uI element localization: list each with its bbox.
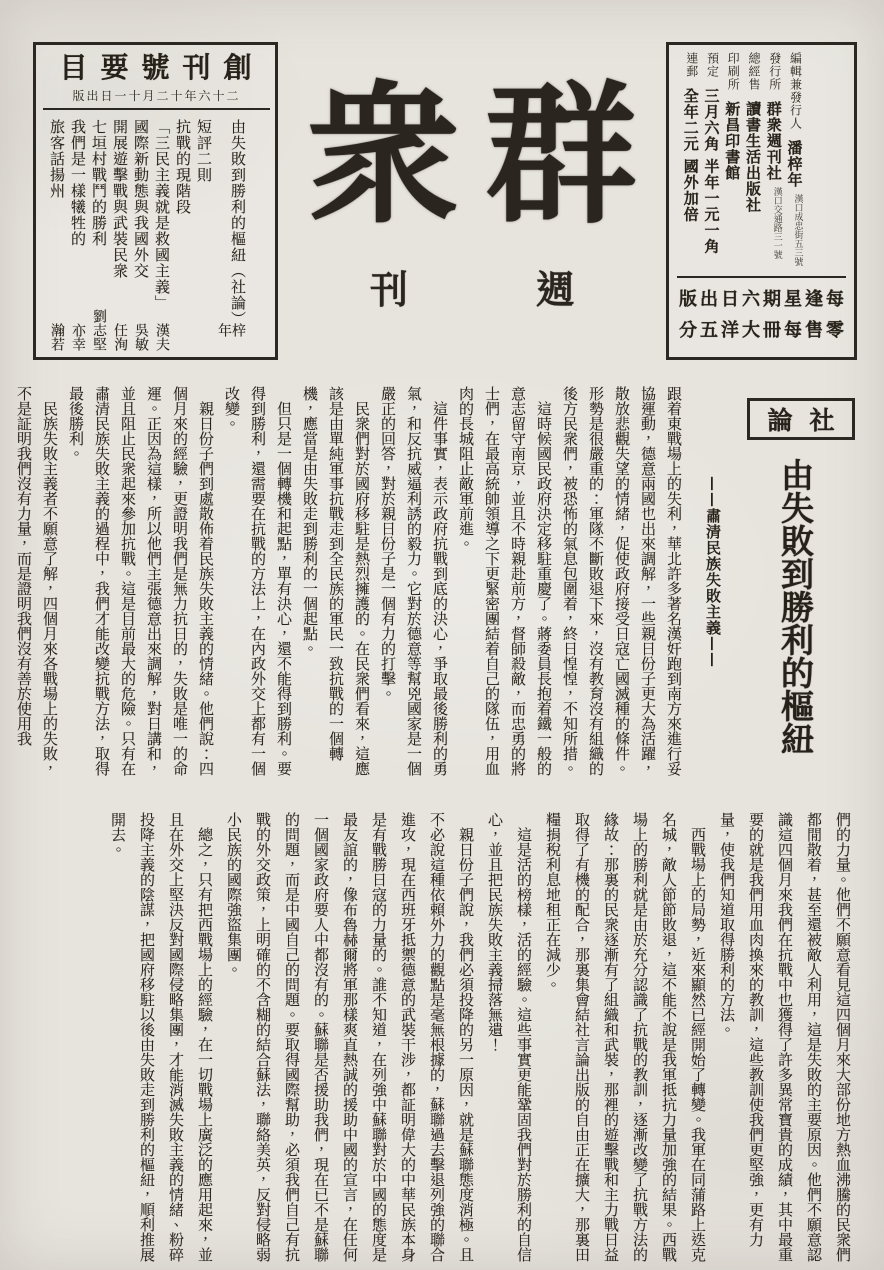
toc-item-title: 「三民主義就是救國主義」 [153, 119, 171, 311]
imprint-item-value: 潘梓年 [785, 140, 804, 188]
editorial-paragraph: 民族失敗主義者不願意了解，四個月來各戰場上的失敗，不是証明我們沒有力量，而是證明我們沒有善於使用我 [15, 386, 59, 776]
editorial-headline [687, 386, 857, 790]
toc-item-title: 旅客話揚州 [48, 119, 66, 199]
editorial-paragraph: 們的力量。他們不願意看見這四個月來大部份地方熱血沸騰的民衆們都閒散着，甚至還被敵人利用，這是失敗的主要原因。他們不願意認識這四個月來我們在抗戰中也獲得了許多異常寶貴的成績，其中最重要的就是我們用血肉換來的教訓，這些教訓使我們更堅強，更有力量，使我們知道取得勝利的方法。 [718, 812, 852, 1262]
imprint-item-value: 全年二元 國外加倍 [681, 88, 700, 223]
imprint-item-value: 三月六角 半年一元一角 [702, 88, 721, 255]
imprint-item-label: 總經售 [747, 52, 761, 91]
toc-item [112, 119, 127, 351]
imprint-item-value: 群衆週刊社 [764, 101, 783, 181]
editorial-paragraph: 這件事實，表示政府抗戰到底的決心，爭取最後勝利的勇氣，和反抗威逼利誘的毅力。它對於德意等幫兇國家是一個嚴正的回答，對於親日份子是一個有力的打擊。 [379, 386, 449, 776]
toc-item-author: 亦幸 [70, 323, 86, 351]
imprint-item [682, 52, 698, 270]
toc-item [49, 119, 64, 351]
imprint-item-label: 印刷所 [726, 52, 741, 91]
imprint-item [786, 52, 802, 270]
publication-schedule: 版出日六期星逢每 [679, 289, 847, 310]
toc-item-title: 國際新動態與我國外交 [132, 119, 150, 279]
toc-item-author: 梓年 [216, 323, 246, 338]
editorial-paragraph: 跟着東戰場上的失利，華北許多著名漢奸跑到南方來進行妥協運動，德意兩國也出來調解，一些親日份子更大為活躍，散放悲觀失望的情緒，促使政府接受日寇亡國滅種的條件。形勢是很嚴重的：軍隊不斷敗退下來，沒有教育沒有組織的後方民衆們，被恐怖的氣息包圍着，終日惶惶，不知所措。 [561, 386, 683, 776]
editorial-paragraph: 這時候國民政府決定移駐重慶了。蔣委員長抱着鐵一般的意志留守南京，並且不時親赴前方，督師殺敵，而忠勇的將士們，在最高統帥領導之下更緊密團結着自己的隊伍，用血肉的長城阻止敵軍前進。 [457, 386, 553, 776]
editorial-text-upper [11, 386, 687, 790]
toc-item [70, 119, 85, 351]
imprint-item-label: 預定 [705, 52, 720, 78]
imprint-schedule-block [677, 276, 846, 346]
toc-item-title: 由失敗到勝利的樞紐（社論） [229, 119, 247, 327]
imprint-item-label: 連郵 [684, 52, 699, 78]
imprint-item-note: 漢口成忠街五三號 [792, 194, 803, 266]
imprint-item [765, 52, 781, 270]
editorial-paragraph: 親日份子們說，我們必須投降的另一原因，就是蘇聯態度消極。且不必說這種依賴外力的觀點是毫無根據的，蘇聯過去擊退列強的聯合進攻，現在西班牙抵禦德意的武裝干涉，都証明偉大的中華民族本身是有戰勝日寇的力量的。誰不知道，在列強中蘇聯對於中國的態度是最友誼的，像布魯赫爾將軍那樣爽直熱誠的援助中國的宣言，在任何一個國家政府要人中都沒有的。蘇聯是否援助我們，現在已不是蘇聯的問題，而是中國自己的問題。要取得國際幫助，必須我們自己有抗戰的外交政策，上明確的不含糊的結合蘇法，聯絡美英，反對侵略弱小民族的國際強盜集團。 [225, 812, 475, 1262]
imprint-item [744, 52, 760, 270]
toc-item-author: 瀚若 [49, 323, 65, 351]
imprint-item [703, 52, 719, 270]
imprint-item-value: 新昌印書館 [723, 101, 742, 181]
toc-item-title: 開展遊擊戰與武裝民衆 [111, 119, 129, 279]
toc-item-title: 七垣村戰鬥的勝利 [90, 119, 108, 247]
section-label: 論社 [767, 406, 852, 435]
imprint-columns [677, 52, 802, 270]
toc-item [217, 119, 245, 351]
toc-item [133, 119, 148, 351]
toc-title: 目要號刊創 [59, 51, 265, 84]
toc-publication-date: 版出日一十月二十年六十二 [43, 85, 270, 110]
masthead-title: 衆群 [307, 65, 663, 244]
imprint-box [666, 42, 857, 360]
toc-item [91, 119, 106, 351]
table-of-contents-box [33, 42, 278, 360]
editorial-text-lower [33, 812, 857, 1264]
toc-item-title: 我們是一樣犧牲的 [69, 119, 87, 247]
editorial-paragraph: 西戰場上的局勢，近來顯然已經開始了轉變。我軍在同蒲路上迭克名城，敵人節節敗退，這不能不說是我軍抵抗力量加強的結果。西戰場上的勝利就是由於充分認識了抗戰的教訓，逐漸改變了抗戰方法的緣故：那裏的民衆逐漸有了組織和武裝，那裡的遊擊戰和主力戰日益取得了有機的配合，那裏集會結社言論出版的自由正在擴大，那裏田糧捐稅利息地租正在減少。 [544, 812, 707, 1262]
imprint-item-label: 發行所 [767, 52, 782, 91]
toc-item-author: 漢夫 [154, 323, 170, 351]
toc-item [196, 119, 211, 351]
editorial-title: 由失敗到勝利的樞紐 [776, 458, 815, 755]
toc-item-title: 短評二則 [195, 119, 213, 183]
editorial-paragraph: 這是活的榜樣，活的經驗。這些事實更能鞏固我們對於勝利的自信心，並且把民族失敗主義掃落無遺！ [486, 812, 533, 1262]
toc-item [175, 119, 190, 351]
toc-item [154, 119, 169, 351]
imprint-item-label: 編輯兼發行人 [788, 52, 803, 130]
toc-item-author: 吳敏 [133, 323, 149, 351]
article-band-1 [15, 386, 857, 790]
toc-item-title: 抗戰的現階段 [174, 119, 192, 215]
imprint-item [724, 52, 740, 270]
editorial-subtitle: ——肅清民族失敗主義—— [704, 476, 722, 668]
toc-item-author: 任洵 [112, 323, 128, 351]
imprint-item-value: 讀書生活出版社 [744, 101, 762, 213]
toc-item-author: 劉志堅 [91, 309, 107, 351]
imprint-item-note: 漢口交通路三一號 [771, 187, 782, 259]
editorial-paragraph: 總之，只有把西戰場上的經驗，在一切戰場上廣泛的應用起來，並且在外交上堅決反對國際侵略集團，才能消滅失敗主義的情緒、粉碎投降主義的陰謀，把國府移駐以後由失敗走到勝利的樞紐，順利推展開去。 [109, 812, 214, 1262]
masthead-subtitle: 刊週 [369, 267, 702, 313]
editorial-paragraph: 但只是一個轉機和起點，單有決心，還不能得到勝利。要得到勝利，還需要在抗戰的方法上，在內政外交上都有一個改變。 [223, 386, 293, 776]
section-label-box [747, 398, 855, 440]
editorial-paragraph: 親日份子們到處散佈着民族失敗主義的情緒。他們說：四個月來的經驗，更證明我們是無力抗日的，失敗是唯一的命運。正因為這樣，所以他們主張德意出來調解，對日講和，並且阻止民衆起來參加抗戰。這是目前最大的危險。只有在肅清民族失敗主義的過程中，我們才能改變抗戰方法，取得最後勝利。 [67, 386, 215, 776]
retail-price: 分五洋大冊每售零 [679, 319, 847, 341]
editorial-paragraph: 民衆們對於國府移駐是熱烈擁護的。在民衆們看來，這應該是由單純軍事抗戰走到全民族的軍民一致抗戰的一個轉機，應當是由失敗走到勝利的一個起點。 [301, 386, 371, 776]
toc-list [43, 119, 247, 351]
